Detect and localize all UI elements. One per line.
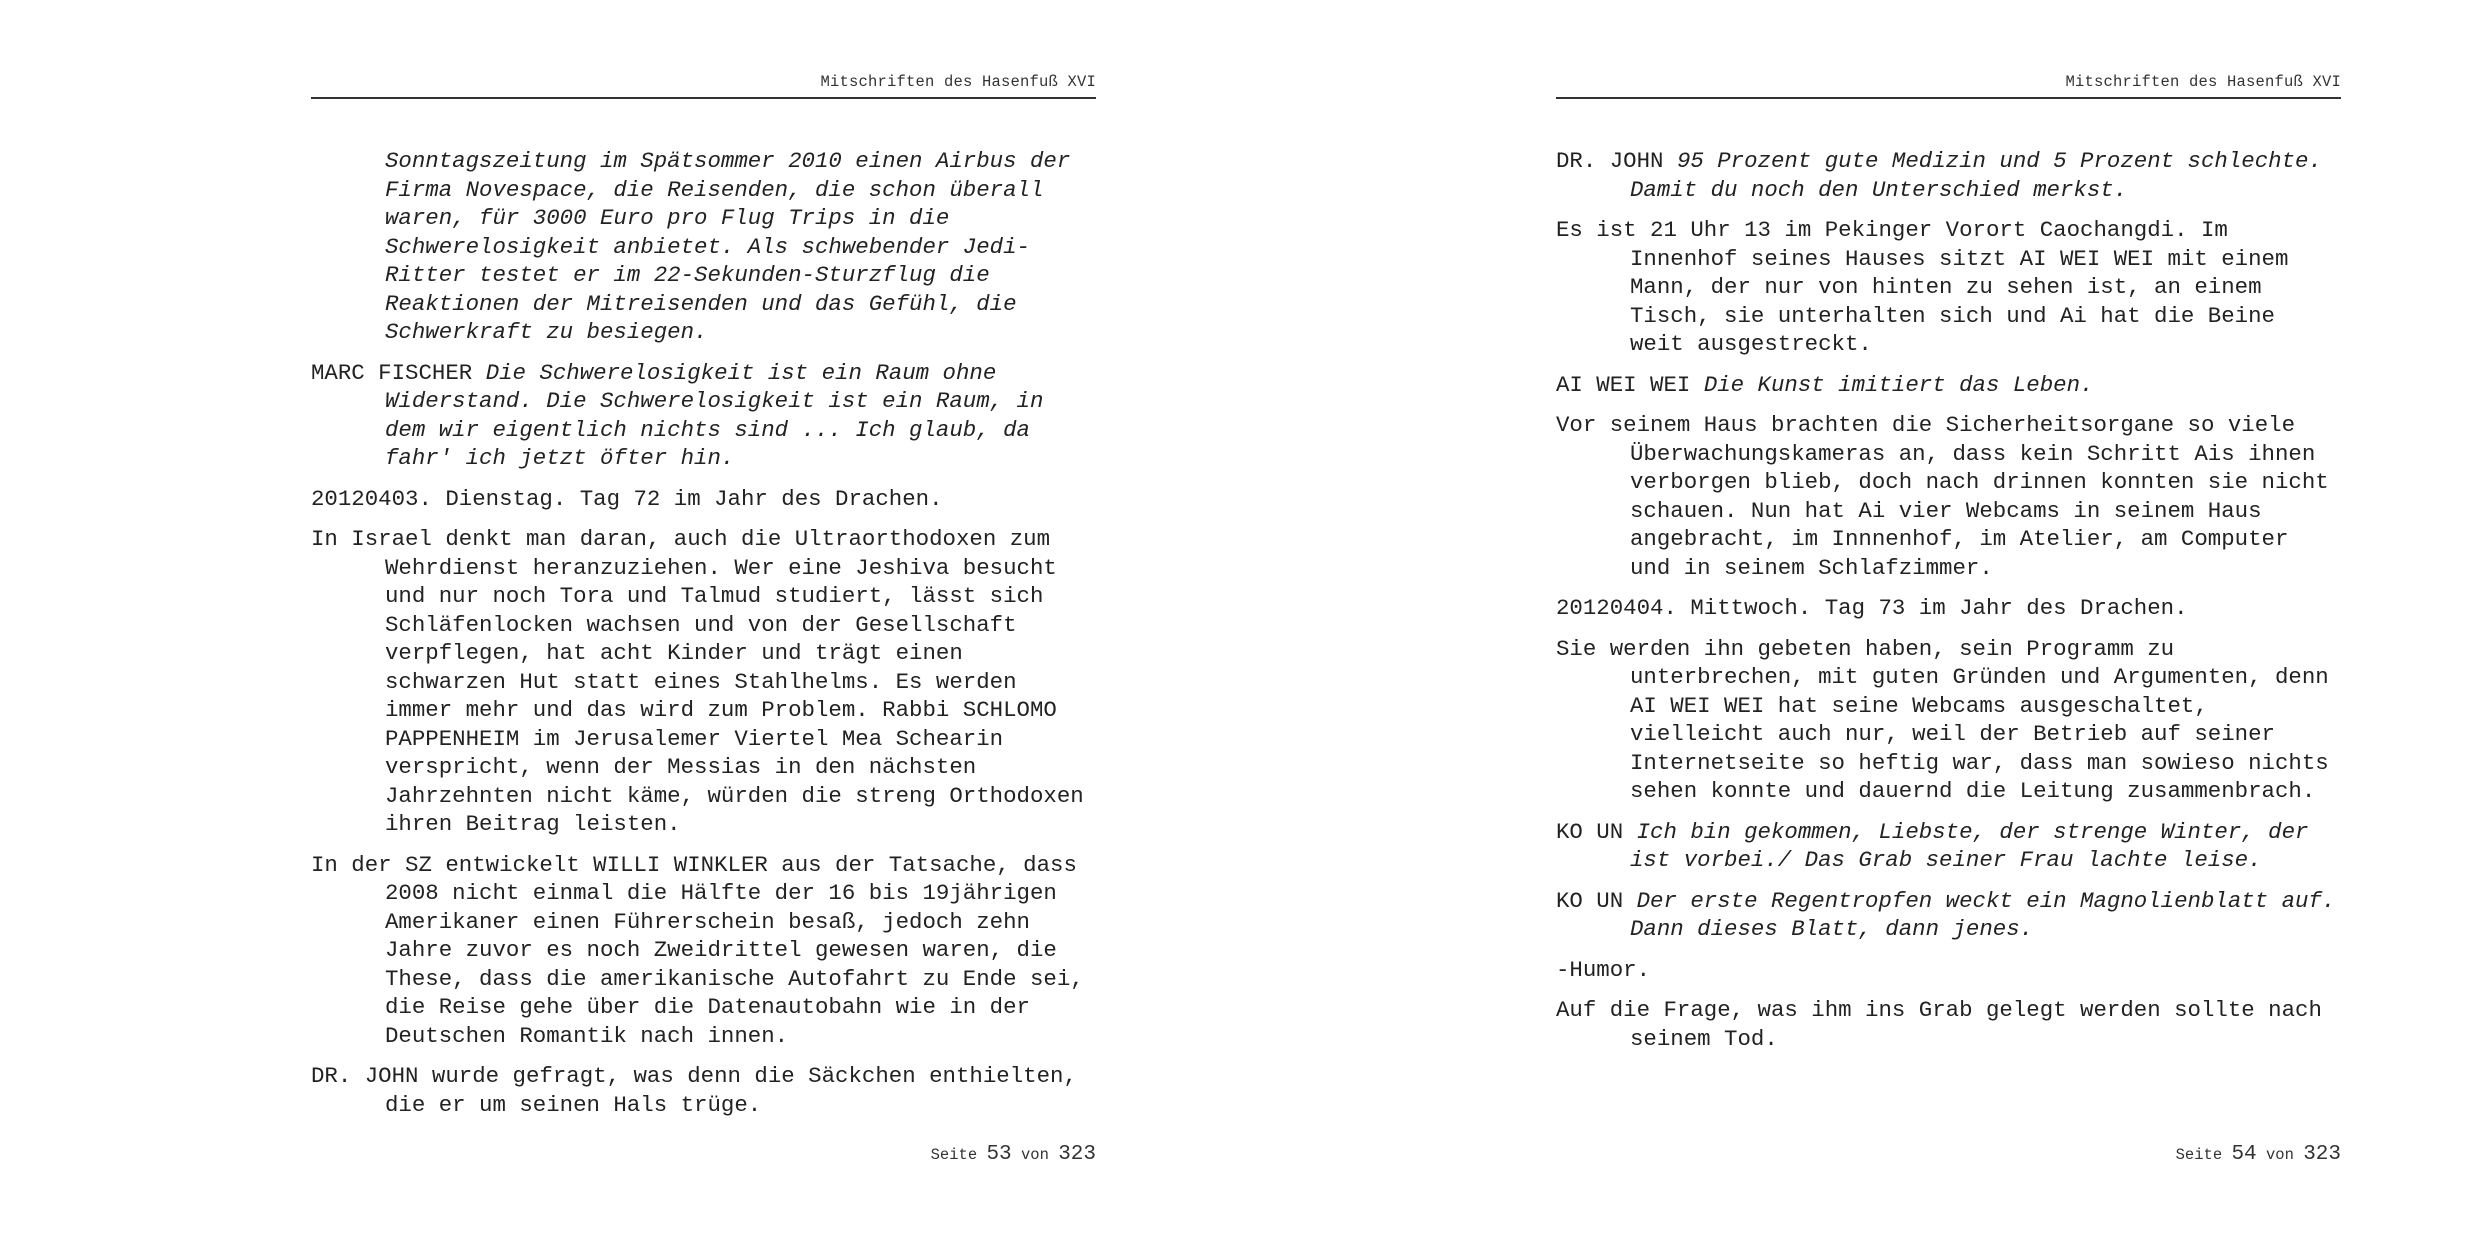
footer-of-label: von [2265, 1146, 2294, 1164]
page-footer [931, 1143, 1096, 1166]
paragraph-speech [1556, 147, 2341, 204]
page-body [311, 147, 1096, 1131]
page-footer [2176, 1143, 2341, 1166]
paragraph-text: Auf die Frage, was ihm ins Grab gelegt werden sollte nach seinem Tod. [1556, 997, 2322, 1052]
page-number: 53 [986, 1143, 1012, 1166]
header-rule [311, 97, 1096, 99]
paragraph-speech [311, 359, 1096, 473]
page-body [1556, 147, 2341, 1065]
speaker-name: KO UN [1556, 818, 1624, 845]
quote-text: 95 Prozent gute Medizin und 5 Prozent schlechte. Damit du noch den Unterschied merkst. [1630, 148, 2322, 203]
paragraph-text: In Israel denkt man daran, auch die Ultraorthodoxen zum Wehrdienst heranzuziehen. Wer eine Jeshiva besucht und nur noch Tora und Talmud studiert, lässt sich Schläfenlocken wachsen und von der Gesellschaft verpflegen, hat acht Kinder und trägt einen schwarzen Hut statt eines Stahlhelms. Es werden immer mehr und das wird zum Problem. Rabbi SCHLOMO PAPPENHEIM im Jerusalemer Viertel Mea Schearin verspricht, wenn der Messias in den nächsten Jahrzehnten nicht käme, würden die streng Orthodoxen ihren Beitrag leisten. [311, 526, 1084, 837]
footer-label: Seite [930, 1146, 978, 1164]
left-page [311, 0, 1096, 1240]
speaker-name: AI WEI WEI [1556, 371, 1691, 398]
running-header: Mitschriften des Hasenfuß XVI [820, 73, 1096, 91]
footer-label: Seite [2175, 1146, 2223, 1164]
paragraph-text: In der SZ entwickelt WILLI WINKLER aus der Tatsache, dass 2008 nicht einmal die Hälfte der 16 bis 19jährigen Amerikaner einen Führerschein besaß, jedoch zehn Jahre zuvor es noch Zweidrittel gewesen waren, die These, dass die amerikanische Autofahrt zu Ende sei, die Reise gehe über die Datenautobahn wie in der Deutschen Romantik nach innen. [311, 851, 1084, 1049]
quote-text: Der erste Regentropfen weckt ein Magnolienblatt auf. Dann dieses Blatt, dann jenes. [1630, 887, 2336, 942]
paragraph-text: Es ist 21 Uhr 13 im Pekinger Vorort Caochangdi. Im Innenhof seines Hauses sitzt AI WEI WEI mit einem Mann, der nur von hinten zu sehen ist, an einem Tisch, sie unterhalten sich und Ai hat die Beine weit ausgestreckt. [1556, 217, 2289, 357]
speaker-name: KO UN [1556, 887, 1624, 914]
paragraph-speech [1556, 887, 2341, 944]
page-total: 323 [1058, 1143, 1096, 1166]
page-number: 54 [2231, 1143, 2257, 1166]
right-page [1556, 0, 2341, 1240]
paragraph-continuation [311, 147, 1096, 347]
paragraph-date: 20120404. Mittwoch. Tag 73 im Jahr des Drachen. [1556, 595, 2188, 621]
paragraph-text: DR. JOHN wurde gefragt, was denn die Säckchen enthielten, die er um seinen Hals trüge. [311, 1063, 1077, 1118]
running-header: Mitschriften des Hasenfuß XVI [2065, 73, 2341, 91]
page-total: 323 [2303, 1143, 2341, 1166]
speaker-name: DR. JOHN [1556, 148, 1664, 174]
header-rule [1556, 97, 2341, 99]
paragraph-speech [1556, 818, 2341, 875]
paragraph-speech [1556, 371, 2341, 400]
quote-text: Die Kunst imitiert das Leben. [1703, 371, 2094, 398]
speaker-name: MARC FISCHER [311, 359, 473, 386]
paragraph-text: Vor seinem Haus brachten die Sicherheitsorgane so viele Überwachungskameras an, dass kein Schritt Ais ihnen verborgen blieb, doch nach drinnen konnten sie nicht schauen. Nun hat Ai vier Webcams in seinem Haus angebracht, im Innnenhof, im Atelier, am Computer und in seinem Schlafzimmer. [1556, 412, 2329, 581]
footer-of-label: von [1020, 1146, 1049, 1164]
paragraph-text: Sie werden ihn gebeten haben, sein Programm zu unterbrechen, mit guten Gründen und Argumenten, denn AI WEI WEI hat seine Webcams ausgeschaltet, vielleicht auch nur, weil der Betrieb auf seiner Internetseite so heftig war, dass man sowieso nichts sehen konnte und dauernd die Leitung zusammenbrach. [1556, 635, 2329, 804]
quote-text: Die Schwerelosigkeit ist ein Raum ohne Widerstand. Die Schwerelosigkeit ist ein Raum, in dem wir eigentlich nichts sind ... Ich glaub, da fahr' ich jetzt öfter hin. [385, 359, 1044, 471]
quote-text: Sonntagszeitung im Spätsommer 2010 einen Airbus der Firma Novespace, die Reisenden, die schon überall waren, für 3000 Euro pro Flug Trips in die Schwerelosigkeit anbietet. Als schwebender Jedi-Ritter testet er im 22-Sekunden-Sturzflug die Reaktionen der Mitreisenden und das Gefühl, die Schwerkraft zu besiegen. [385, 148, 1071, 345]
paragraph-date: 20120403. Dienstag. Tag 72 im Jahr des Drachen. [311, 485, 943, 512]
paragraph-text: -Humor. [1556, 956, 1651, 983]
quote-text: Ich bin gekommen, Liebste, der strenge Winter, der ist vorbei./ Das Grab seiner Frau lachte leise. [1630, 818, 2309, 873]
